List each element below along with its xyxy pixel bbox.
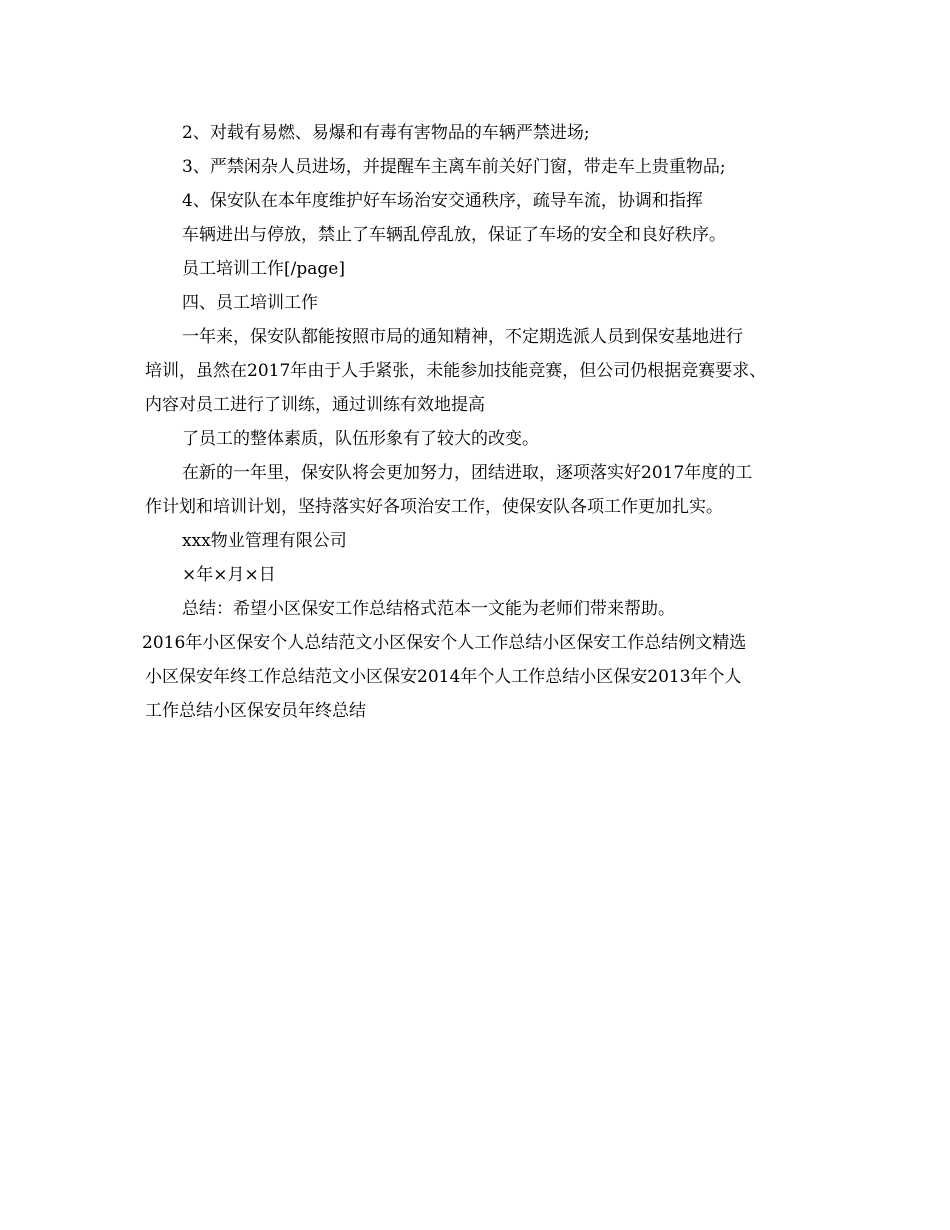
paragraph-line: 内容对员工进行了训练，通过训练有效地提高 [145, 395, 485, 415]
paragraph-line: 了员工的整体素质，队伍形象有了较大的改变。 [182, 429, 539, 449]
paragraph-line: 在新的一年里，保安队将会更加努力，团结进取，逐项落实好2017年度的工 [182, 463, 753, 483]
section-heading: 四、员工培训工作 [182, 293, 318, 313]
paragraph-line: 培训，虽然在2017年由于人手紧张，未能参加技能竞赛，但公司仍根据竞赛要求、 [145, 361, 767, 381]
paragraph-line: 2、对载有易燃、易爆和有毒有害物品的车辆严禁进场; [182, 123, 590, 143]
related-links [142, 626, 825, 728]
related-link-line[interactable]: 小区保安年终工作总结范文小区保安2014年个人工作总结小区保安2013年个人 [145, 667, 742, 687]
paragraph-line: 车辆进出与停放，禁止了车辆乱停乱放，保证了车场的安全和良好秩序。 [182, 225, 726, 245]
paragraph-line: 3、严禁闲杂人员进场，并提醒车主离车前关好门窗，带走车上贵重物品; [182, 157, 726, 177]
section-link: 员工培训工作[/page] [182, 259, 345, 279]
paragraph-line: 作计划和培训计划，坚持落实好各项治安工作，使保安队各项工作更加扎实。 [145, 497, 723, 517]
summary-line: 总结：希望小区保安工作总结格式范本一文能为老师们带来帮助。 [182, 599, 675, 619]
company-signature: xxx物业管理有限公司 [182, 531, 347, 551]
related-link-line[interactable]: 2016年小区保安个人总结范文小区保安个人工作总结小区保安工作总结例文精选 [142, 633, 747, 653]
paragraph-line: 4、保安队在本年度维护好车场治安交通秩序，疏导车流，协调和指挥 [182, 191, 703, 211]
document-body [142, 116, 825, 728]
paragraph-line: 一年来，保安队都能按照市局的通知精神，不定期选派人员到保安基地进行 [182, 327, 743, 347]
signature-date: ×年×月×日 [182, 565, 276, 585]
related-link-line[interactable]: 工作总结小区保安员年终总结 [145, 701, 366, 721]
